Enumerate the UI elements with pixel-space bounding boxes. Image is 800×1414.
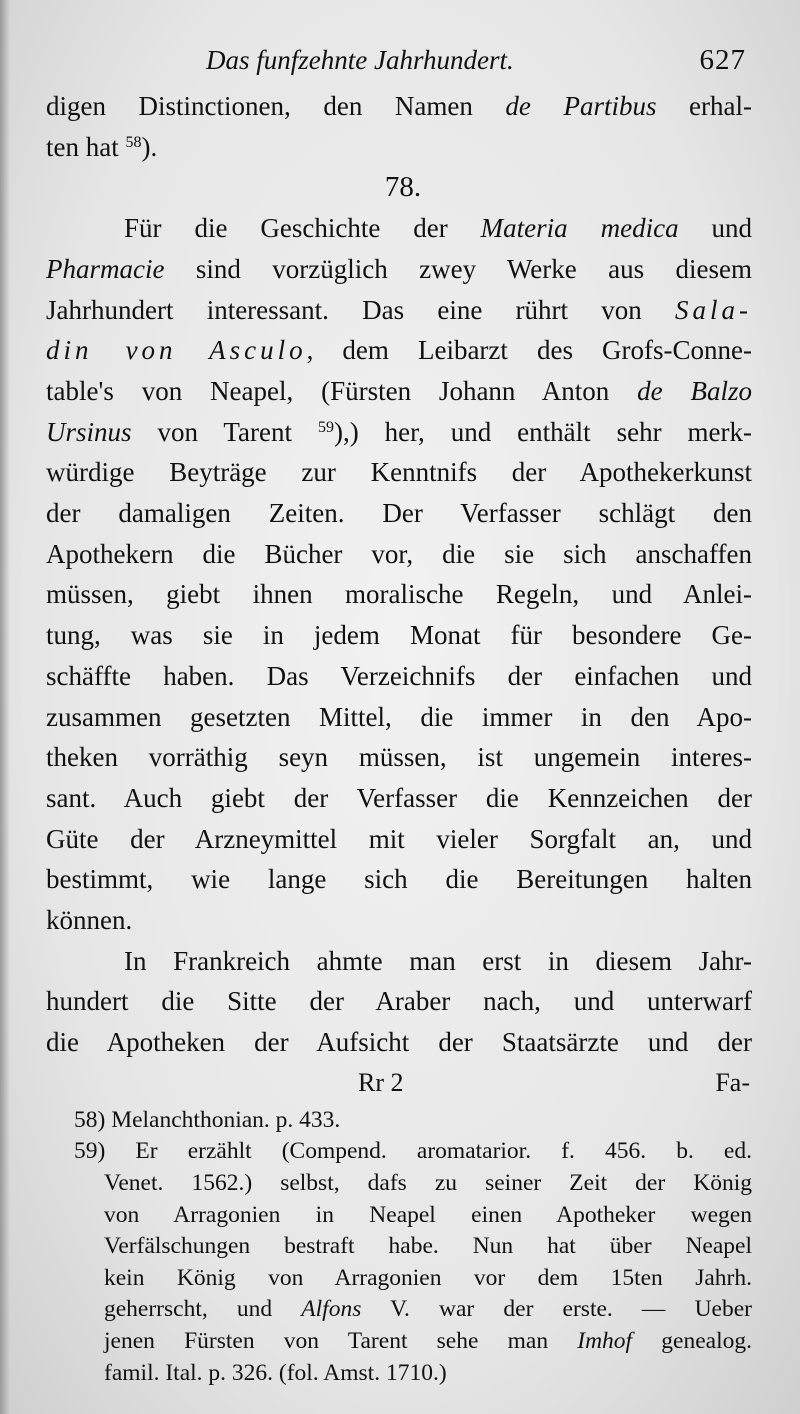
footnote-59-line: Venet. 1562.) selbst, dafs zu seiner Zeit der König [104,1170,752,1197]
body-line: tung, was sie in jedem Monat für besondere Ge- [46,620,752,651]
body-line: Für die Geschichte der Materia medica und [124,213,752,244]
running-head: Das funfzehnte Jahrhundert. [206,45,514,75]
page-header [46,40,752,86]
body-line: würdige Beyträge zur Kenntnifs der Apothekerkunst [46,457,752,488]
body-line: der damaligen Zeiten. Der Verfasser schlägt den [46,498,752,529]
footnote-59-line: jenen Fürsten von Tarent sehe man Imhof genealog. [104,1328,752,1355]
footnote-ref-59: 59 [317,418,334,436]
body-line: Pharmacie sind vorzüglich zwey Werke aus diesem [46,253,752,284]
body-line: Güte der Arzneymittel mit vieler Sorgfalt an, und [46,823,752,854]
body-line: table's von Neapel, (Fürsten Johann Anton de Balzo [46,375,752,406]
footnotes [46,1105,752,1389]
page-edge-shadow [0,0,10,1414]
body-line: hundert die Sitte der Araber nach, und unterwarf [46,986,752,1017]
footnote-59-line: famil. Ital. p. 326. (fol. Amst. 1710.) [104,1359,447,1386]
footnote-59-line: kein König von Arragonien vor dem 15ten Jahrh. [104,1264,752,1291]
body-line: sant. Auch giebt der Verfasser die Kennzeichen der [46,782,752,813]
body-text [46,86,752,1063]
body-line: zusammen gesetzten Mittel, die immer in den Apo- [46,701,752,732]
page-number: 627 [699,44,746,76]
section-number: 78. [384,171,422,204]
body-line: bestimmt, wie lange sich die Bereitungen halten [46,864,752,895]
body-line: din von Asculo, dem Leibarzt des Grofs-Conne- [46,335,752,366]
footnote-59-line: 59) Er erzählt (Compend. aromatarior. f. 456. b. ed. [74,1138,752,1165]
body-line: Jahrhundert interessant. Das eine rührt von Sala- [46,294,752,325]
footnote-59-line: Verfälschungen bestraft habe. Nun hat über Neapel [104,1233,752,1260]
body-line: Apothekern die Bücher vor, die sie sich anschaffen [46,538,752,569]
body-line: digen Distinctionen, den Namen de Partibus erhal- [46,91,752,121]
body-line: Ursinus von Tarent $^{59}$),) her, und enthält sehr merk- [46,416,752,447]
catchword: Fa- [715,1067,750,1097]
body-line: die Apotheken der Aufsicht der Staatsärzte und der [46,1027,752,1058]
body-line: können. [46,905,133,936]
body-line: müssen, giebt ihnen moralische Regeln, und Anlei- [46,579,752,610]
body-line: ten hat $^{58}$). [46,131,158,162]
body-line: In Frankreich ahmte man erst in diesem Jahr- [124,945,752,976]
footnote-59-line: geherrscht, und Alfons V. war der erste. — Ueber [104,1296,752,1323]
signature-line [46,1063,752,1103]
body-line: theken vorräthig seyn müssen, ist ungemein interes- [46,742,752,773]
body-line: schäffte haben. Das Verzeichnifs der einfachen und [46,660,752,691]
signature-mark: Rr 2 [358,1067,404,1097]
footnote-59-line: von Arragonien in Neapel einen Apotheker wegen [104,1201,752,1228]
footnote-58: 58) Melanchthonian. p. 433. [74,1106,341,1133]
footnote-ref-58: 58 [125,133,142,151]
